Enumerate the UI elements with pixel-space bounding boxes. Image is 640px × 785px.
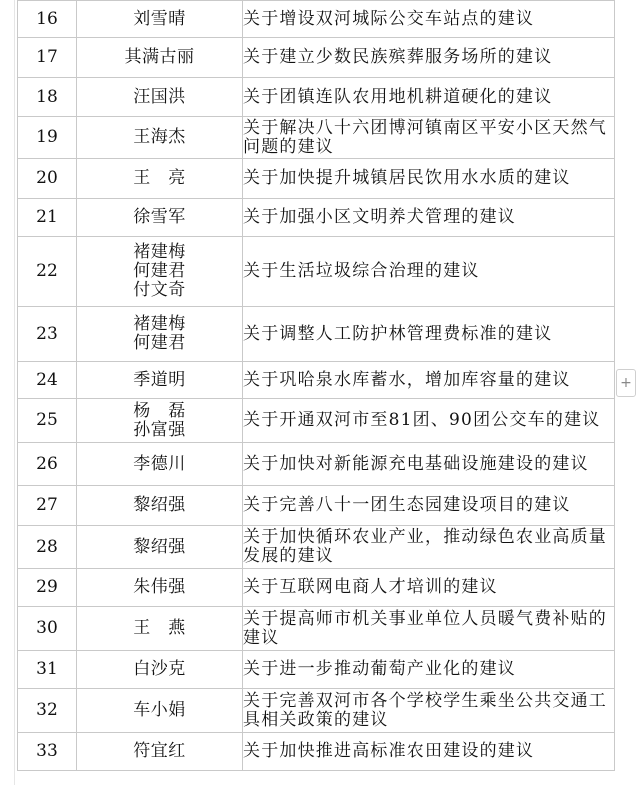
table-row — [18, 362, 615, 399]
row-number: 33 — [18, 733, 77, 771]
proposal-title-cell — [243, 651, 615, 689]
proposal-title: 关于完善八十一团生态园建设项目的建议 — [243, 495, 571, 515]
proposer-cell — [77, 38, 243, 78]
proposal-title-cell — [243, 607, 615, 651]
proposal-title: 关于加快对新能源充电基础设施建设的建议 — [243, 453, 589, 474]
row-number: 27 — [18, 486, 77, 526]
proposer-name: 杨 磊 — [133, 400, 186, 421]
proposer-name: 王 亮 — [133, 168, 186, 188]
proposal-title: 关于巩哈泉水库蓄水，增加库容量的建议 — [243, 369, 571, 390]
proposal-title: 关于完善双河市各个学校学生乘坐公共交通工具相关政策的建议 — [243, 690, 607, 730]
proposer-cell — [77, 569, 243, 607]
row-number: 25 — [18, 399, 77, 443]
proposal-title-cell — [243, 486, 615, 526]
proposer-cell — [77, 1, 243, 38]
proposal-title: 关于调整人工防护林管理费标准的建议 — [243, 323, 553, 344]
proposer-name: 付文奇 — [133, 280, 186, 300]
proposal-title-cell — [243, 159, 615, 199]
proposer-cell — [77, 651, 243, 689]
proposer-cell — [77, 689, 243, 733]
proposal-title-cell — [243, 569, 615, 607]
proposer-cell — [77, 199, 243, 237]
table-row — [18, 237, 615, 307]
proposer-name: 车小娟 — [133, 700, 186, 720]
proposer-name: 朱伟强 — [133, 577, 186, 597]
proposal-title: 关于生活垃圾综合治理的建议 — [243, 261, 480, 281]
row-number: 24 — [18, 362, 77, 399]
table-row — [18, 78, 615, 117]
proposal-title: 关于互联网电商人才培训的建议 — [243, 577, 498, 597]
proposer-name: 王海杰 — [133, 127, 186, 147]
plus-icon: + — [620, 375, 632, 391]
table-row — [18, 526, 615, 569]
table-row — [18, 117, 615, 159]
proposal-title: 关于建立少数民族殡葬服务场所的建议 — [243, 47, 553, 67]
table-row — [18, 307, 615, 362]
proposal-title-cell — [243, 443, 615, 486]
proposer-cell — [77, 159, 243, 199]
proposer-cell — [77, 443, 243, 486]
table-row — [18, 1, 615, 38]
proposer-name: 何建君 — [133, 261, 186, 281]
row-number: 28 — [18, 526, 77, 569]
row-number: 30 — [18, 607, 77, 651]
proposer-cell — [77, 733, 243, 771]
row-number: 32 — [18, 689, 77, 733]
proposer-name: 汪国洪 — [133, 86, 186, 107]
proposer-cell — [77, 362, 243, 399]
row-number: 16 — [18, 1, 77, 38]
row-number: 26 — [18, 443, 77, 486]
proposer-name: 李德川 — [133, 453, 186, 474]
proposal-title-cell — [243, 362, 615, 399]
proposal-title-cell — [243, 1, 615, 38]
proposal-title-cell — [243, 689, 615, 733]
proposal-title-cell — [243, 199, 615, 237]
table-row — [18, 199, 615, 237]
row-number: 23 — [18, 307, 77, 362]
row-number: 18 — [18, 78, 77, 117]
proposer-name: 白沙克 — [133, 659, 186, 679]
proposer-cell — [77, 486, 243, 526]
proposer-name: 黎绍强 — [133, 536, 186, 557]
table-row — [18, 399, 615, 443]
proposal-title: 关于解决八十六团博河镇南区平安小区天然气问题的建议 — [243, 117, 607, 157]
proposer-name: 符宜红 — [133, 741, 186, 761]
proposal-title-cell — [243, 117, 615, 159]
proposal-title-cell — [243, 307, 615, 362]
table-row — [18, 38, 615, 78]
table-row — [18, 569, 615, 607]
table-row — [18, 486, 615, 526]
proposer-cell — [77, 526, 243, 569]
proposal-table-body — [18, 1, 615, 771]
proposer-name: 季道明 — [133, 369, 186, 390]
proposer-cell — [77, 117, 243, 159]
proposal-title-cell — [243, 38, 615, 78]
proposal-title-cell — [243, 78, 615, 117]
proposal-title: 关于增设双河城际公交车站点的建议 — [243, 8, 535, 29]
proposer-name: 孙富强 — [133, 419, 186, 440]
proposer-cell — [77, 237, 243, 307]
table-row — [18, 607, 615, 651]
proposer-name: 黎绍强 — [133, 495, 186, 515]
table-row — [18, 443, 615, 486]
proposal-table — [17, 0, 615, 771]
proposal-title-cell — [243, 399, 615, 443]
proposer-cell — [77, 78, 243, 117]
proposal-title: 关于提高师市机关事业单位人员暖气费补贴的建议 — [243, 608, 607, 648]
proposer-name: 王 燕 — [133, 618, 186, 638]
proposer-name: 褚建梅 — [133, 314, 186, 334]
proposal-title-cell — [243, 237, 615, 307]
proposal-title: 关于加强小区文明养犬管理的建议 — [243, 207, 516, 227]
proposer-name: 徐雪军 — [133, 207, 186, 227]
proposal-title: 关于团镇连队农用地机耕道硬化的建议 — [243, 86, 553, 107]
table-row — [18, 733, 615, 771]
proposal-title: 关于进一步推动葡萄产业化的建议 — [243, 659, 516, 679]
row-number: 31 — [18, 651, 77, 689]
add-row-button[interactable] — [616, 369, 636, 397]
proposer-cell — [77, 399, 243, 443]
row-number: 29 — [18, 569, 77, 607]
proposer-name: 刘雪晴 — [133, 8, 186, 29]
proposal-title-cell — [243, 526, 615, 569]
proposal-title-cell — [243, 733, 615, 771]
proposer-cell — [77, 607, 243, 651]
table-row — [18, 689, 615, 733]
row-number: 21 — [18, 199, 77, 237]
proposal-title: 关于开通双河市至81团、90团公交车的建议 — [243, 410, 601, 430]
proposer-name: 其满古丽 — [124, 47, 195, 67]
row-number: 20 — [18, 159, 77, 199]
proposal-title: 关于加快提升城镇居民饮用水水质的建议 — [243, 168, 571, 188]
row-number: 22 — [18, 237, 77, 307]
page-left-margin — [0, 0, 15, 785]
proposer-name: 褚建梅 — [133, 242, 186, 262]
proposer-name: 何建君 — [133, 333, 186, 353]
row-number: 19 — [18, 117, 77, 159]
proposal-title: 关于加快循环农业产业，推动绿色农业高质量发展的建议 — [243, 527, 607, 566]
table-row — [18, 159, 615, 199]
table-row — [18, 651, 615, 689]
row-number: 17 — [18, 38, 77, 78]
proposer-cell — [77, 307, 243, 362]
proposal-title: 关于加快推进高标准农田建设的建议 — [243, 741, 535, 761]
